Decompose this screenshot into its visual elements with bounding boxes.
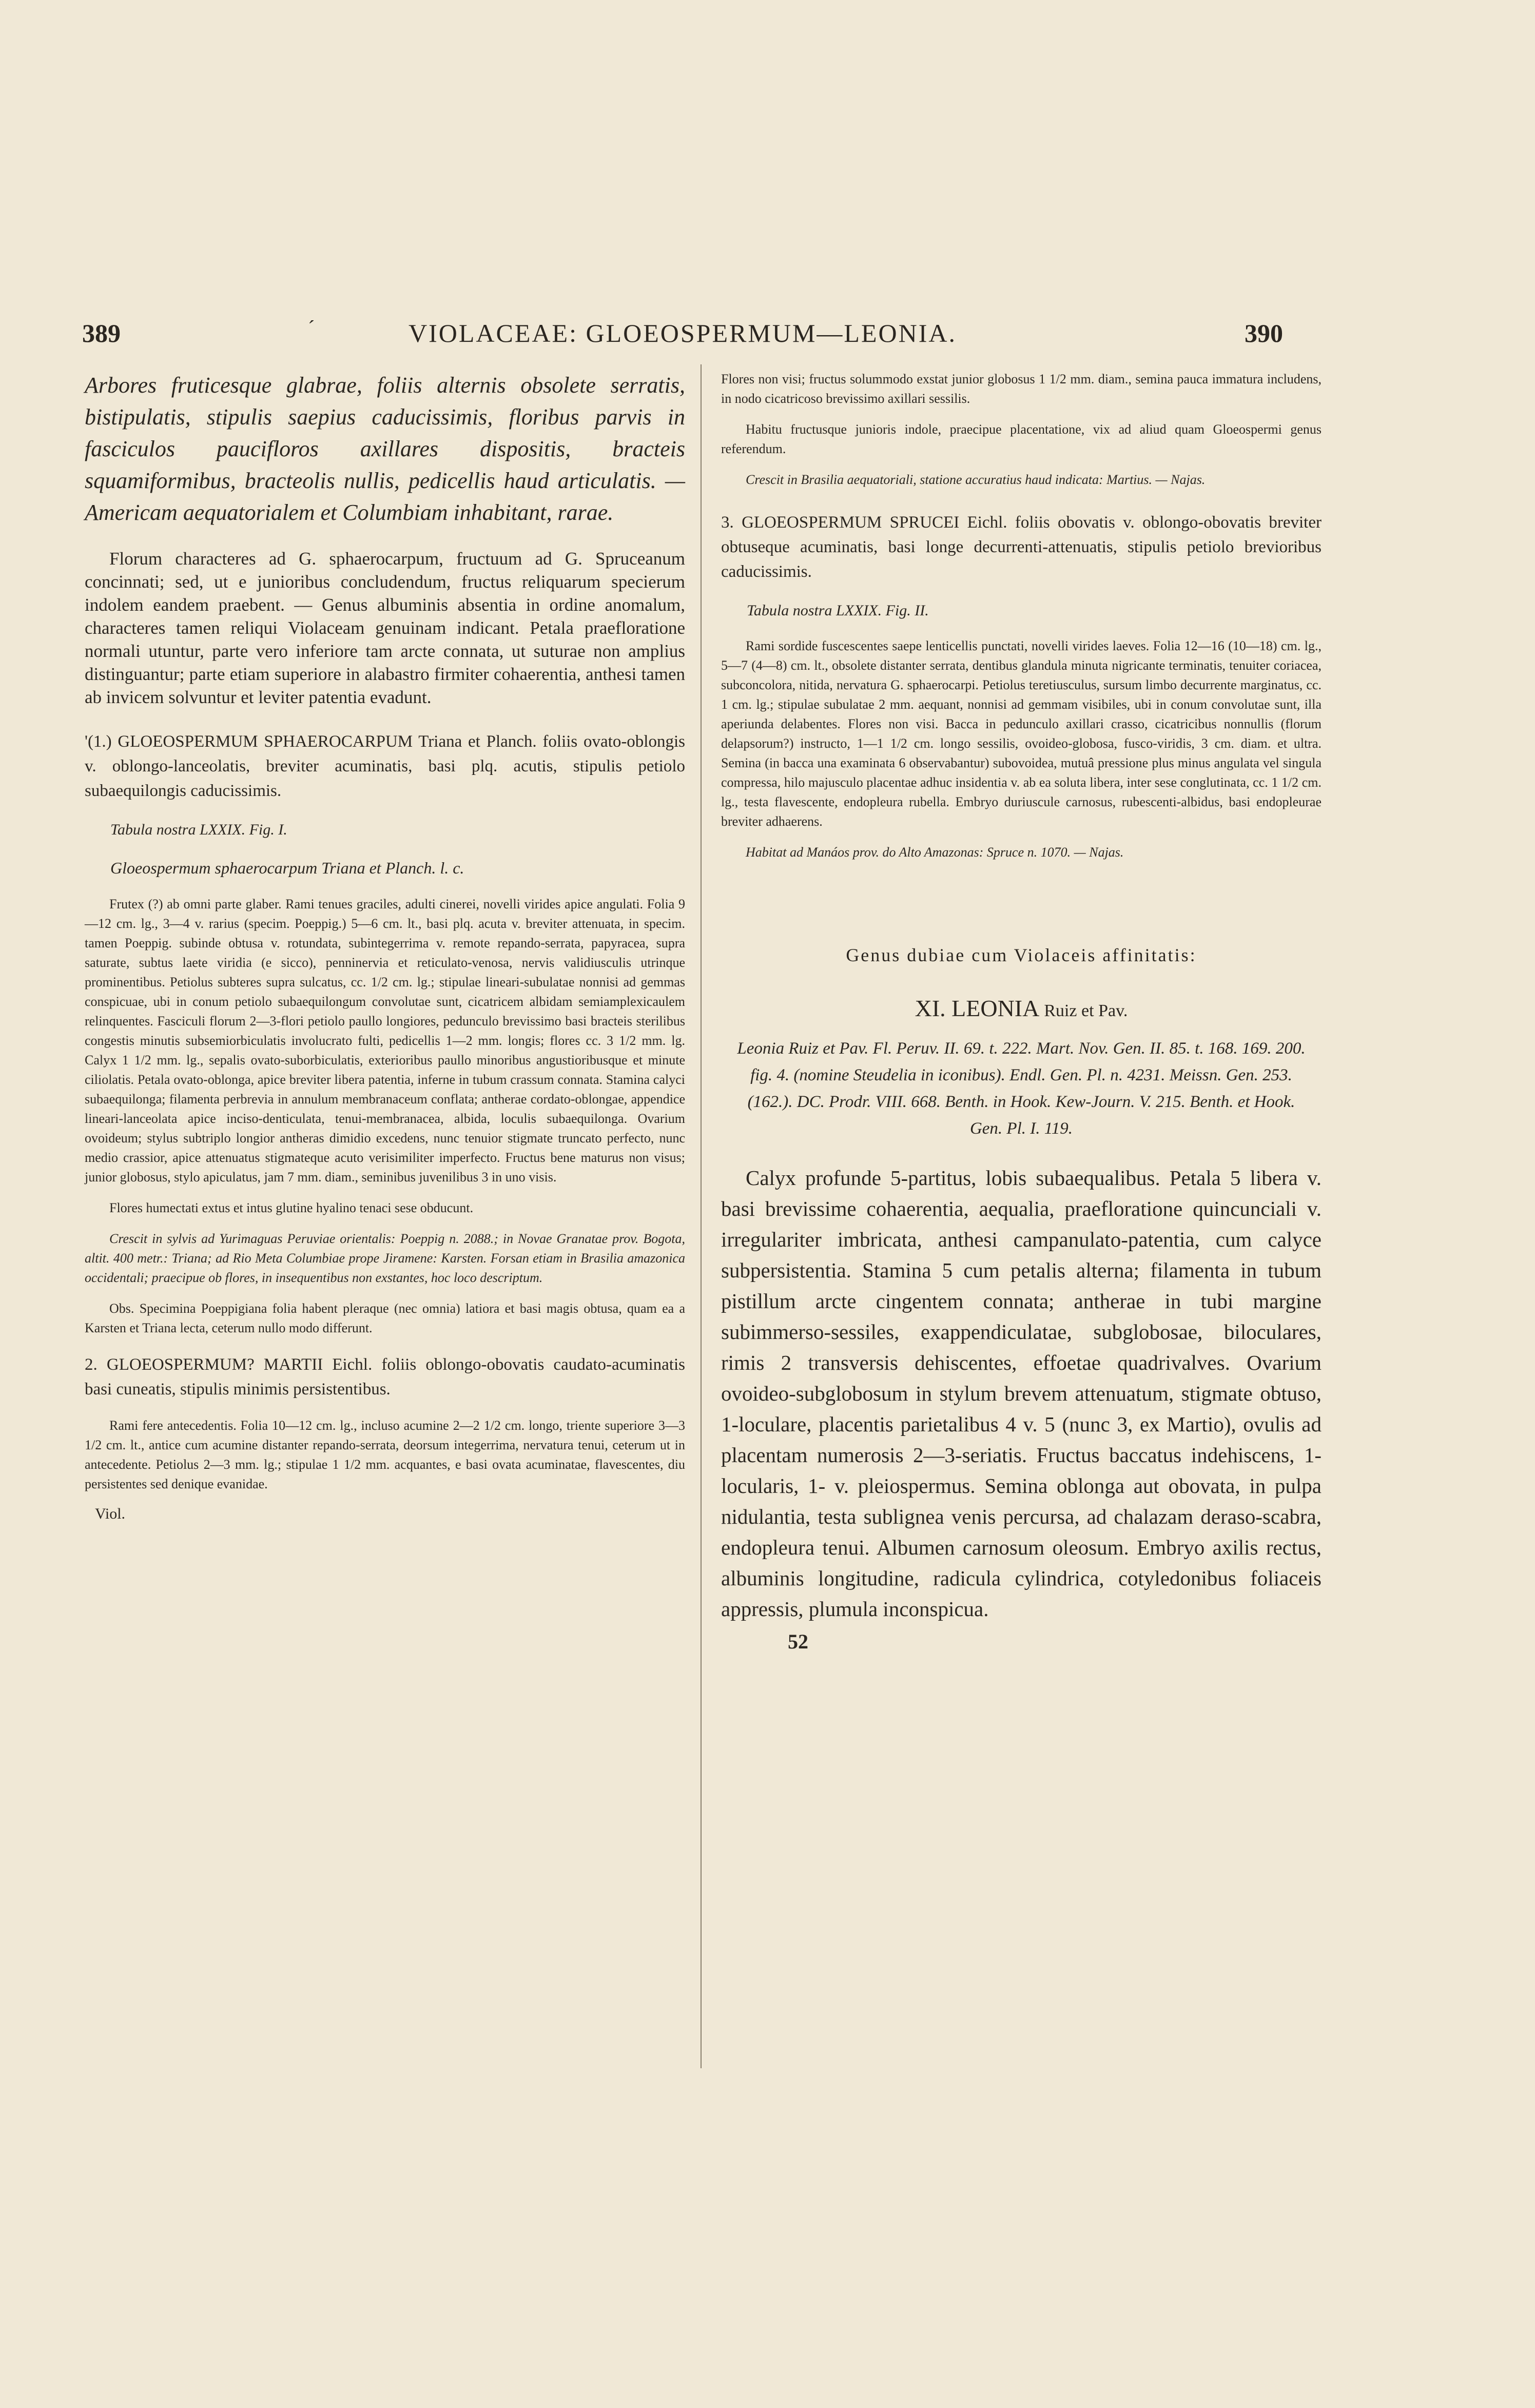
genus-authority: Ruiz et Pav. [1044, 1001, 1128, 1020]
running-title: VIOLACEAE: GLOEOSPERMUM—LEONIA. [409, 319, 957, 347]
page-header [82, 318, 1283, 354]
genus-discussion: Florum characteres ad G. sphaerocarpum, fructuum ad G. Spruceanum concinnati; sed, ut e junioribus concludendum, fructus reliquarum specierum indolem eandem praebent. — Genus albuminis absentia in ordine anomalum, characteres tamen reliqui Violaceam genuinam indicant. Petala praefloratione normali utuntur, parte vero inferiore tam arcte connata, ut suturae non amplius distinguantur; parte etiam superiore in alabastro firmiter cohaerentia, anthesi tamen ab invicem solvuntur et leviter patentia evadunt. [85, 549, 685, 707]
species-2-affinity: Habitu fructusque junioris indole, praecipue placentatione, vix ad aliud quam Gloeospermi genus referendum. [721, 422, 1322, 456]
signature-number: 52 [788, 1630, 808, 1653]
species-3-heading: 3. GLOEOSPERMUM SPRUCEI Eichl. foliis obovatis v. oblongo-obovatis breviter obtuseque acuminatis, basi longe decurrenti-attenuatis, stipulis petiolo brevioribus caducissimis. [721, 513, 1322, 581]
species-2-habitat: Crescit in Brasilia aequatoriali, statione accuratius haud indicata: Martius. — Najas. [746, 472, 1206, 487]
page-number-right: 390 [1245, 319, 1283, 347]
species-1-description: Frutex (?) ab omni parte glaber. Rami tenues graciles, adulti cinerei, novelli virides apice angulati. Folia 9—12 cm. lg., 3—4 v. rarius (specim. Poeppig.) 5—6 cm. lt., basi plq. acuta v. breviter attenuata, in specim. tamen Poeppig. subinde obtusa v. rotundata, subintegerrima v. remote repando-serrata, papyracea, supra saturate, subtus laete viridia (e sicco), penninervia et reticulato-venosa, nervis validiusculis utrinque prominentibus. Petiolus subteres supra sulcatus, cc. 1/2 cm. lg.; stipulae lineari-subulatae nonnisi ad gemmas conspicuae, ubi in conum petiolo subaequilongum convolutae sunt, cicatricem albidam semiamplexicaulem relinquentes. Fasciculi florum 2—3-flori petiolo paullo longiores, pedunculo brevissimo basi bracteis sterilibus congestis minutis subsemiorbiculatis involucrato fulti, pedicellis 1—2 mm. longis; flores cc. 3 1/2 mm. lg. Calyx 1 1/2 mm. lg., sepalis ovato-suborbiculatis, exterioribus paullo minoribus angustioribusque et minute ciliolatis. Petala ovato-oblonga, apice breviter libera patentia, inferne in tubum crassum connata. Stamina calyci subaequilonga; filamenta perbrevia in annulum membranaceum conflata; antherae cordato-oblongae, appendice lineari-lanceolata apice inciso-denticulata, tenui-membranacea, albida, loculis subaequilonga. Ovarium ovoideum; stylus subtriplo longior antheras dimidio excedens, nunc tenuior stigmate truncato perfecto, nunc medio crassior, apice attenuatus stigmateque acuto verisimiliter imperfecto. Fructus bene maturus non visus; junior globosus, stylo apiculatus, jam 7 mm. diam., seminibus juvenilibus 3 in uno visis. [85, 897, 685, 1184]
signature-mark: Viol. [95, 1505, 126, 1522]
species-3-plate: Tabula nostra LXXIX. Fig. II. [747, 602, 929, 619]
right-column [721, 370, 1322, 1654]
genus-name: XI. LEONIA [915, 995, 1038, 1021]
species-1-plate: Tabula nostra LXXIX. Fig. I. [110, 821, 287, 838]
species-1-heading: '(1.) GLOEOSPERMUM SPHAEROCARPUM Triana et Planch. foliis ovato-oblongis v. oblongo-lanceolatis, breviter acuminatis, basi plq. acutis, stipulis petiolo subaequilongis caducissimis. [85, 732, 685, 800]
left-column [85, 370, 685, 1523]
species-1-observation: Obs. Specimina Poeppigiana folia habent pleraque (nec omnia) latiora et basi magis obtusa, quam ea a Karsten et Triana lecta, ceterum nullo modo differunt. [85, 1301, 685, 1335]
species-1-flores-note: Flores humectati extus et intus glutine hyalino tenaci sese obducunt. [109, 1200, 474, 1215]
species-2-description: Rami fere antecedentis. Folia 10—12 cm. lg., incluso acumine 2—2 1/2 cm. longo, triente superiore 3—3 1/2 cm. lt., antice cum acumine distanter repando-serrata, deorsum integerrima, nervatura tenui, ceterum ut in antecedente. Petiolus 2—3 mm. lg.; stipulae 1 1/2 mm. acquantes, e basi ovata acuminatae, flavescentes, diu persistentes sed denique evanidae. [85, 1418, 685, 1491]
species-3-habitat: Habitat ad Manáos prov. do Alto Amazonas: Spruce n. 1070. — Najas. [746, 845, 1124, 860]
genus-heading [721, 995, 1322, 1022]
genus-references: Leonia Ruiz et Pav. Fl. Peruv. II. 69. t. 222. Mart. Nov. Gen. II. 85. t. 168. 169. 200. fig. 4. (nomine Steudelia in iconibus). Endl. Gen. Pl. n. 4231. Meissn. Gen. 253. (162.). DC. Prodr. VIII. 668. Benth. in Hook. Kew-Journ. V. 215. Benth. et Hook. Gen. Pl. I. 119. [737, 1039, 1306, 1138]
genus-dubiae-heading: Genus dubiae cum Violaceis affinitatis: [846, 945, 1197, 965]
genus-diagnosis: Calyx profunde 5-partitus, lobis subaequalibus. Petala 5 libera v. basi brevissime cohaerentia, aequalia, praefloratione quincunciali v. irregulariter imbricata, anthesi campanulato-patentia, cum calyce subpersistentia. Stamina 5 cum petalis alterna; filamenta in tubum pistillum arcte cingentem connata; antherae in tubi margine subimmerso-sessiles, exappendiculatae, subglobosae, biloculares, rimis 2 transversis dehiscentes, effoetae quadrivalves. Ovarium ovoideo-subglobosum in stylum brevem attenuatum, stigmate obtuso, 1-loculare, placentis parietalibus 4 v. 5 (nunc 3, ex Martio), ovulis ad placentam numerosis 2—3-seriatis. Fructus baccatus indehiscens, 1-locularis, 1- v. pleiospermus. Semina oblonga aut obovata, in pulpa nidulantia, testa sublignea venis percursa, ad chalazam deraso-scabra, endopleura tenui. Albumen carnosum oleosum. Embryo axilis rectus, albuminis longitudine, radicula cylindrica, cotyledonibus foliaceis appressis, plumula inconspicua. [721, 1166, 1322, 1621]
genus-intro: Arbores fruticesque glabrae, foliis alternis obsolete serratis, bistipulatis, stipulis saepius caducissimis, floribus parvis in fasciculos paucifloros axillares dispositis, bracteis squamiformibus, bracteolis nullis, pedicellis haud articulatis. — Americam aequatorialem et Columbiam inhabitant, rarae. [85, 373, 685, 525]
species-1-habitat: Crescit in sylvis ad Yurimaguas Peruviae orientalis: Poeppig n. 2088.; in Novae Granatae prov. Bogota, altit. 400 metr.: Triana; ad Rio Meta Columbiae prope Jiramene: Karsten. Forsan etiam in Brasilia amazonica occidentali; praecipue ob flores, in insequentibus non exstantes, hoc loco descriptum. [85, 1231, 685, 1285]
species-2-continuation: Flores non visi; fructus solummodo exstat junior globosus 1 1/2 mm. diam., semina pauca immatura includens, in nodo cicatricoso brevissimo axillari sessilis. [721, 372, 1322, 406]
stray-mark: ´ [308, 316, 315, 339]
species-2-heading: 2. GLOEOSPERMUM? MARTII Eichl. foliis oblongo-obovatis caudato-acuminatis basi cuneatis, stipulis minimis persistentibus. [85, 1355, 685, 1399]
column-divider [701, 364, 702, 2068]
species-3-description: Rami sordide fuscescentes saepe lenticellis punctati, novelli virides laeves. Folia 12—16 (10—18) cm. lg., 5—7 (4—8) cm. lt., obsolete distanter serrata, dentibus glandula minuta nigricante terminatis, tenuiter coriacea, subconcolora, nitida, nervatura G. sphaerocarpi. Petiolus teretiusculus, sursum limbo decurrente marginatus, cc. 1 cm. lg.; stipulae subulatae 2 mm. aequant, nonnisi ad gemmam visibiles, ubi in conum convolutae sunt, illa aperiunda delabentes. Flores non visi. Bacca in pedunculo axillari crasso, cicatricibus nonnullis (florum delapsorum?) instructo, 1—1 1/2 cm. longo sessilis, ovoideo-globosa, fusco-viridis, 3 cm. diam. et ultra. Semina (in bacca una examinata 6 observabantur) subovoidea, mutuâ pressione plus minus angulata vel singula compressa, hilo majusculo placentae adhuc insidentia v. ab ea soluta libera, inter sese conglutinata, cc. 1 1/2 cm. lg., testa flavescente, endopleura rubella. Embryo duriuscule carnosus, rubescenti-albidus, basi endopleurae breviter adhaerens. [721, 638, 1322, 829]
page-number-left: 389 [82, 319, 121, 347]
species-1-synonym: Gloeospermum sphaerocarpum Triana et Planch. l. c. [110, 859, 464, 877]
